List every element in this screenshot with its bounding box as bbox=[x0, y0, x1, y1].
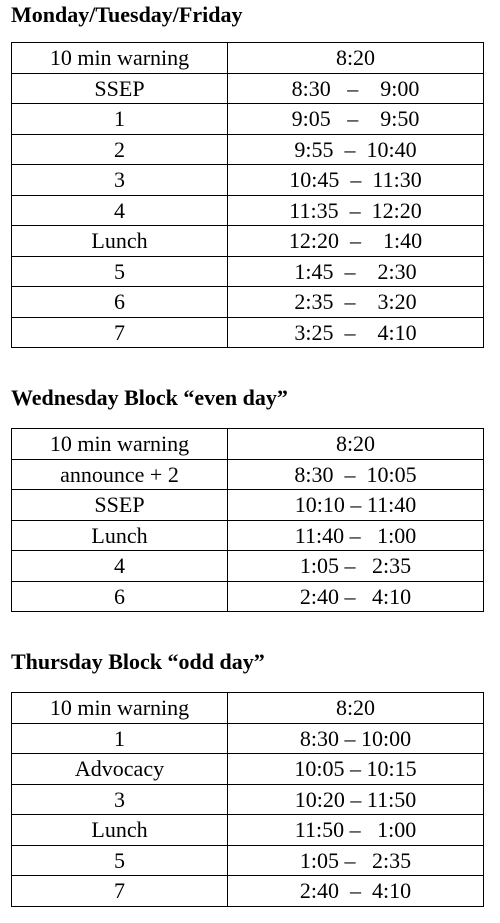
section-title-mon-tue-fri: Monday/Tuesday/Friday bbox=[11, 2, 243, 27]
table-row bbox=[12, 784, 484, 815]
table-row bbox=[12, 104, 484, 135]
time-cell: 8:20 bbox=[228, 429, 484, 460]
table-row bbox=[12, 845, 484, 876]
period-cell: 5 bbox=[12, 256, 228, 287]
time-cell: 8:20 bbox=[228, 693, 484, 724]
time-cell: 1:05 – 2:35 bbox=[228, 845, 484, 876]
table-row bbox=[12, 165, 484, 196]
table-row bbox=[12, 43, 484, 74]
time-cell: 10:20 – 11:50 bbox=[228, 784, 484, 815]
period-cell: 4 bbox=[12, 551, 228, 582]
period-cell: SSEP bbox=[12, 73, 228, 104]
table-row bbox=[12, 520, 484, 551]
period-cell: 1 bbox=[12, 723, 228, 754]
period-cell: SSEP bbox=[12, 490, 228, 521]
period-cell: 4 bbox=[12, 195, 228, 226]
time-cell: 1:05 – 2:35 bbox=[228, 551, 484, 582]
period-cell: 6 bbox=[12, 287, 228, 318]
time-cell: 2:40 – 4:10 bbox=[228, 581, 484, 612]
time-cell: 11:40 – 1:00 bbox=[228, 520, 484, 551]
period-cell: Lunch bbox=[12, 226, 228, 257]
table-row bbox=[12, 459, 484, 490]
table-row bbox=[12, 876, 484, 907]
period-cell: 2 bbox=[12, 134, 228, 165]
section-title-wednesday: Wednesday Block “even day” bbox=[11, 385, 288, 410]
period-cell: 3 bbox=[12, 165, 228, 196]
time-cell: 9:55 – 10:40 bbox=[228, 134, 484, 165]
schedule-table-mon-tue-fri bbox=[11, 42, 484, 348]
time-cell: 8:20 bbox=[228, 43, 484, 74]
period-cell: 5 bbox=[12, 845, 228, 876]
period-cell: 3 bbox=[12, 784, 228, 815]
time-cell: 2:40 – 4:10 bbox=[228, 876, 484, 907]
time-cell: 11:50 – 1:00 bbox=[228, 815, 484, 846]
table-row bbox=[12, 815, 484, 846]
table-row bbox=[12, 490, 484, 521]
table-row bbox=[12, 551, 484, 582]
period-cell: 7 bbox=[12, 317, 228, 348]
time-cell: 8:30 – 9:00 bbox=[228, 73, 484, 104]
period-cell: 10 min warning bbox=[12, 429, 228, 460]
table-row bbox=[12, 287, 484, 318]
schedule-table-thursday bbox=[11, 692, 484, 907]
time-cell: 10:05 – 10:15 bbox=[228, 754, 484, 785]
table-row bbox=[12, 723, 484, 754]
period-cell: announce + 2 bbox=[12, 459, 228, 490]
table-row bbox=[12, 73, 484, 104]
schedule-table-wednesday bbox=[11, 428, 484, 612]
period-cell: 10 min warning bbox=[12, 693, 228, 724]
section-title-thursday: Thursday Block “odd day” bbox=[11, 649, 265, 674]
time-cell: 11:35 – 12:20 bbox=[228, 195, 484, 226]
time-cell: 9:05 – 9:50 bbox=[228, 104, 484, 135]
table-row bbox=[12, 581, 484, 612]
table-row bbox=[12, 693, 484, 724]
time-cell: 8:30 – 10:00 bbox=[228, 723, 484, 754]
period-cell: 10 min warning bbox=[12, 43, 228, 74]
table-row bbox=[12, 256, 484, 287]
period-cell: Advocacy bbox=[12, 754, 228, 785]
time-cell: 10:45 – 11:30 bbox=[228, 165, 484, 196]
time-cell: 12:20 – 1:40 bbox=[228, 226, 484, 257]
table-row bbox=[12, 429, 484, 460]
table-row bbox=[12, 226, 484, 257]
time-cell: 2:35 – 3:20 bbox=[228, 287, 484, 318]
table-row bbox=[12, 195, 484, 226]
period-cell: Lunch bbox=[12, 815, 228, 846]
period-cell: Lunch bbox=[12, 520, 228, 551]
table-row bbox=[12, 317, 484, 348]
time-cell: 1:45 – 2:30 bbox=[228, 256, 484, 287]
time-cell: 8:30 – 10:05 bbox=[228, 459, 484, 490]
time-cell: 10:10 – 11:40 bbox=[228, 490, 484, 521]
table-row bbox=[12, 134, 484, 165]
table-row bbox=[12, 754, 484, 785]
period-cell: 7 bbox=[12, 876, 228, 907]
period-cell: 1 bbox=[12, 104, 228, 135]
period-cell: 6 bbox=[12, 581, 228, 612]
time-cell: 3:25 – 4:10 bbox=[228, 317, 484, 348]
